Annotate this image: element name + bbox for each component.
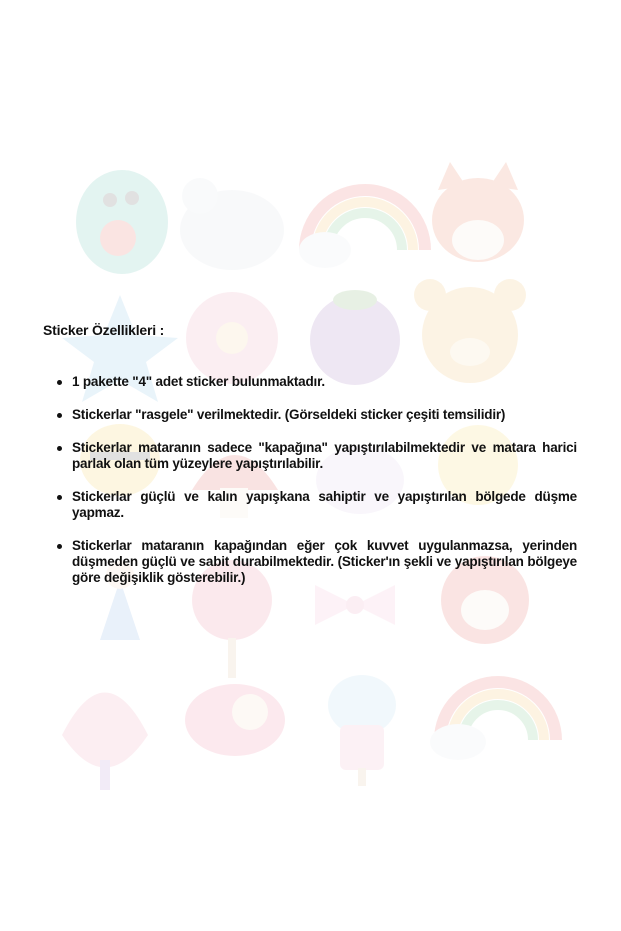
feature-item-surface: Stickerlar mataranın sadece "kapağına" yapıştırılabilmektedir ve matara harici parlak olan tüm yüzeylere yapıştırılabilir. — [55, 440, 577, 472]
feature-item-durability: Stickerlar mataranın kapağından eğer çok kuvvet uygulanmazsa, yerinden düşmeden güçlü ve sabit durabilmektedir. (Sticker'ın şekli ve yapıştırılan bölgeye göre değişiklik gösterebilir.) — [55, 538, 577, 586]
feature-item-pack-count: 1 pakette "4" adet sticker bulunmaktadır. — [55, 374, 577, 390]
features-list — [55, 374, 577, 603]
features-heading: Sticker Özellikleri : — [43, 322, 165, 338]
feature-item-adhesive: Stickerlar güçlü ve kalın yapışkana sahiptir ve yapıştırılan bölgede düşme yapmaz. — [55, 489, 577, 521]
feature-item-random: Stickerlar "rasgele" verilmektedir. (Görseldeki sticker çeşiti temsilidir) — [55, 407, 577, 423]
